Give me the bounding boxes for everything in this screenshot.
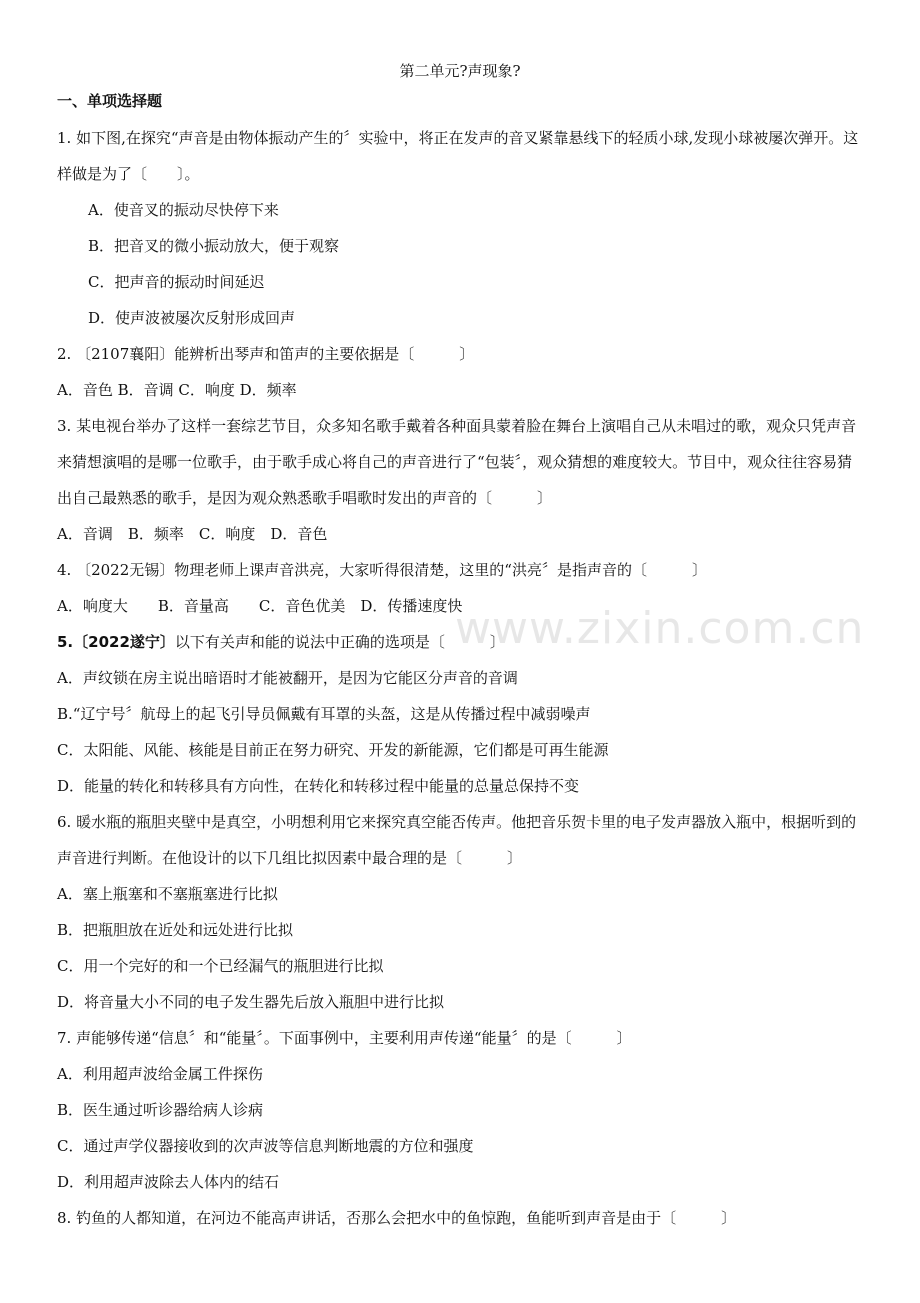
question-text: 〔2022无锡〕物理老师上课声音洪亮，大家听得很清楚，这里的“洪亮〞是指声音的〔 〕	[76, 561, 707, 579]
option-b: B．医生通过听诊器给病人诊病	[57, 1101, 264, 1119]
question-5	[57, 624, 865, 660]
option-d: D．利用超声波除去人体内的结石	[57, 1173, 280, 1191]
question-text: 暖水瓶的瓶胆夹壁中是真空，小明想利用它来探究真空能否传声。他把音乐贺卡里的电子发声器放入瓶中，根据听到的声音进行判断。在他设计的以下几组比拟因素中最合理的是〔 〕	[57, 813, 857, 867]
question-text: 声能够传递“信息〞和“能量〞。下面事例中，主要利用声传递“能量〞的是〔 〕	[76, 1029, 632, 1047]
option-c: C．用一个完好的和一个已经漏气的瓶胆进行比拟	[57, 957, 384, 975]
question-number: 7.	[57, 1029, 72, 1047]
question-6	[57, 804, 865, 876]
option-a: A．利用超声波给金属工件探伤	[57, 1065, 263, 1083]
option-d: D．使声波被屡次反射形成回声	[88, 309, 296, 327]
question-number: 3.	[57, 417, 72, 435]
question-number: 8.	[57, 1209, 72, 1227]
question-text: 〔2107襄阳〕能辨析出琴声和笛声的主要依据是〔 〕	[76, 345, 475, 363]
question-number: 1.	[57, 129, 72, 147]
section-heading: 一、单项选择题	[57, 92, 163, 110]
option-a: A．声纹锁在房主说出暗语时才能被翻开，是因为它能区分声音的音调	[57, 669, 518, 687]
question-2	[57, 336, 865, 372]
option-a: A．塞上瓶塞和不塞瓶塞进行比拟	[57, 885, 278, 903]
question-7	[57, 1020, 865, 1056]
option-d: D．将音量大小不同的电子发生器先后放入瓶胆中进行比拟	[57, 993, 445, 1011]
question-number: 2.	[57, 345, 72, 363]
option-c: C．太阳能、风能、核能是目前正在努力研究、开发的新能源，它们都是可再生能源	[57, 741, 609, 759]
question-number: 5.	[57, 633, 74, 651]
question-text: 以下有关声和能的说法中正确的选项是〔 〕	[174, 633, 505, 651]
question-number: 6.	[57, 813, 72, 831]
question-number: 4.	[57, 561, 72, 579]
option-b: B.“辽宁号〞航母上的起飞引导员佩戴有耳罩的头盔，这是从传播过程中减弱噪声	[57, 705, 591, 723]
question-list	[57, 120, 865, 1236]
options-line: A．音调 B．频率 C．响度 D．音色	[57, 525, 328, 543]
question-text: 某电视台举办了这样一套综艺节目，众多知名歌手戴着各种面具蒙着脸在舞台上演唱自己从未唱过的歌，观众只凭声音来猜想演唱的是哪一位歌手，由于歌手成心将自己的声音进行了“包装〞，观众猜想的难度较大。节目中，观众往往容易猜出自己最熟悉的歌手，是因为观众熟悉歌手唱歌时发出的声音的〔 〕	[57, 417, 857, 507]
option-a: A．使音叉的振动尽快停下来	[88, 201, 279, 219]
question-3	[57, 408, 865, 516]
question-8	[57, 1200, 865, 1236]
question-source: 〔2022遂宁〕	[73, 633, 175, 651]
watermark: www.zixin.com.cn	[455, 603, 865, 654]
question-4	[57, 552, 865, 588]
option-d: D．能量的转化和转移具有方向性，在转化和转移过程中能量的总量总保持不变	[57, 777, 580, 795]
page-title: 第二单元?声现象?	[399, 62, 521, 80]
options-line: A．响度大 B．音量高 C．音色优美 D．传播速度快	[57, 597, 463, 615]
question-text: 如下图,在探究“声音是由物体振动产生的〞实验中，将正在发声的音叉紧靠悬线下的轻质小球,发现小球被屡次弹开。这样做是为了〔 〕。	[57, 129, 859, 183]
option-b: B．把音叉的微小振动放大，便于观察	[88, 237, 340, 255]
options-line: A．音色 B．音调 C．响度 D．频率	[57, 381, 297, 399]
option-c: C．把声音的振动时间延迟	[88, 273, 265, 291]
question-1	[57, 120, 865, 192]
option-c: C．通过声学仪器接收到的次声波等信息判断地震的方位和强度	[57, 1137, 474, 1155]
option-b: B．把瓶胆放在近处和远处进行比拟	[57, 921, 294, 939]
question-text: 钓鱼的人都知道，在河边不能高声讲话，否那么会把水中的鱼惊跑，鱼能听到声音是由于〔 〕	[76, 1209, 737, 1227]
